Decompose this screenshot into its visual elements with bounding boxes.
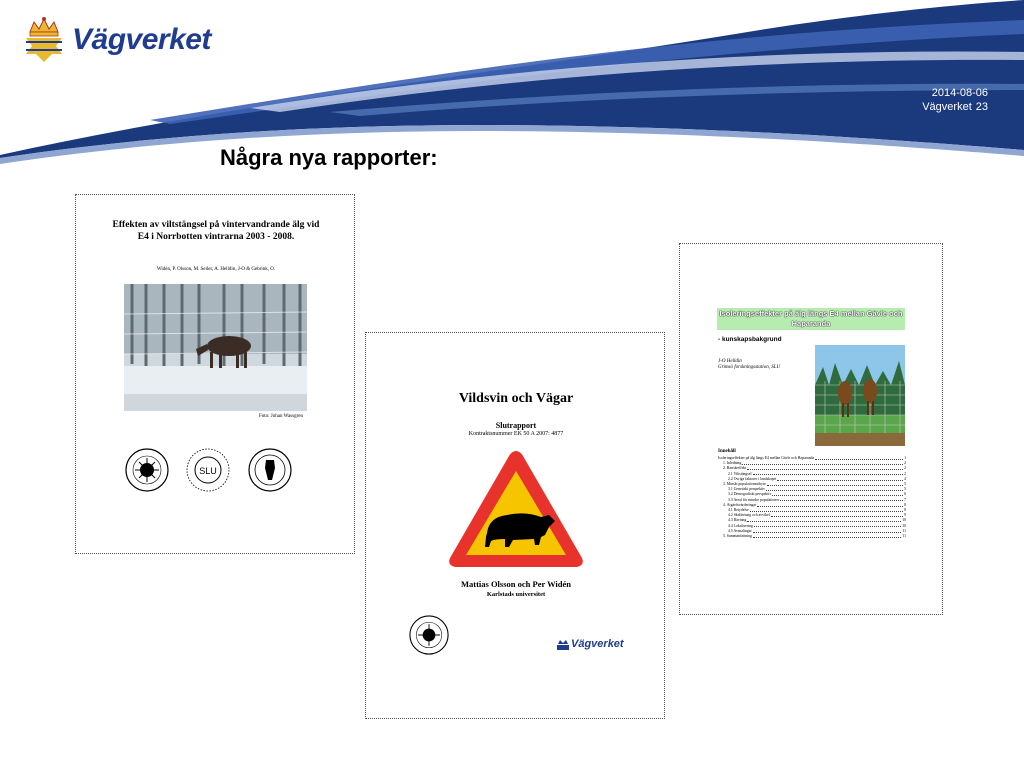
toc-entry-title: 2. Barriäreffekt (723, 466, 747, 471)
report-title: Vildsvin och Vägar (458, 391, 574, 406)
toc-entry-title: 2.2 Övriga faktorer i landskapet (728, 476, 777, 481)
slide-page-number: 23 (975, 101, 988, 113)
toc-leader (753, 472, 904, 476)
toc-entry-title: 2.1 Viltstängsel (728, 471, 752, 476)
toc-entry-page: 5 (904, 482, 906, 487)
toc-entry-page: 1 (904, 456, 906, 460)
toc-leader (815, 456, 903, 460)
toc-entry-page: 9 (904, 513, 906, 518)
photo-caption: Foto: Johan Wassgren (259, 414, 303, 419)
moose-fence-illustration (815, 345, 905, 446)
toc-leader (754, 524, 901, 528)
toc-entry-page: 10 (902, 518, 906, 523)
toc-entry-page: 11 (902, 528, 906, 533)
toc-entry-title: 3.3 Areal för mindre populationer (728, 497, 780, 502)
toc-leader (766, 487, 903, 491)
crown-emblem-icon (556, 638, 570, 652)
report-cover-isolation-effects (679, 243, 943, 615)
vagverket-logo (22, 14, 211, 66)
toc-entry-title: 4.5 Avsnalingar (728, 528, 752, 533)
hunting-association-seal-icon (248, 448, 292, 492)
wild-boar-warning-sign-icon (445, 445, 587, 573)
slide-date: 2014-08-06 (931, 87, 988, 99)
toc-entry-page: 8 (904, 508, 906, 513)
toc-entry-title: 4.2 Skallertung och avvikel (728, 513, 770, 518)
report-contract-number: Kontraktsnummer EK 50 A 2007: 4877 (468, 431, 564, 437)
report-authors: Mattias Olsson och Per Widén (460, 579, 572, 589)
toc-leader (753, 534, 901, 538)
toc-entry (718, 534, 906, 539)
toc-entry-page: 2 (904, 461, 906, 466)
toc-entry-page: 11 (902, 534, 906, 539)
svg-text:SLU: SLU (199, 466, 217, 476)
toc-entry-title: 4. Åtgärdsvärderingar (723, 502, 757, 507)
toc-entry-page: 6 (904, 492, 906, 497)
slide-footer (918, 100, 988, 114)
toc-entry-title: Isoleringseffekter på älg längs E4 mellan Gävle och Haparanda (718, 456, 815, 460)
university-seal-icon (409, 615, 449, 655)
toc-leader (777, 477, 903, 481)
slu-logo-icon (186, 448, 230, 492)
slide-meta (918, 86, 988, 114)
toc-entry-page: 7 (904, 497, 906, 502)
toc-leader (747, 518, 901, 522)
toc-entry-page: 4 (904, 476, 906, 481)
slide-title: Några nya rapporter: (220, 145, 438, 170)
toc-entry-title: 3. Minskt populationsutbyte (723, 482, 766, 487)
toc-entry-page: 10 (902, 523, 906, 528)
toc-leader (767, 482, 903, 486)
toc-leader (780, 498, 903, 502)
toc-entry-title: 4.1 Betydelse (728, 508, 749, 513)
report-institute: Grimsö forskningsstation, SLU (718, 365, 781, 370)
report-title: Isoleringseffekter på älg längs E4 mellan Gävle och Haparanda (719, 309, 903, 328)
slide-org: Vägverket (922, 101, 972, 113)
toc-leader (771, 513, 903, 517)
toc-entry-title: 4.4 Lokalisering (728, 523, 753, 528)
toc-entry-title: 3.1 Genetiskt perspektiv (728, 487, 766, 492)
logo-text: Vägverket (72, 23, 211, 56)
toc-entry-title: 3.2 Demografiskt perspektiv (728, 492, 772, 497)
toc-leader (750, 508, 903, 512)
report-author-block (718, 359, 780, 371)
toc-entry-page: 8 (904, 502, 906, 507)
crown-emblem-icon (22, 16, 66, 64)
toc-leader (742, 461, 903, 465)
toc-entry-title: 5. Sammanfattning (723, 534, 752, 539)
report-subtitle: Slutrapport (495, 421, 537, 430)
report-author: J-O Helldin (718, 359, 742, 364)
report-title: Effekten av viltstängsel på vintervandrande älg vid E4 i Norrbotten vintrarna 2003 - 2008. (112, 220, 320, 242)
report-authors: Widén, P. Olsson, M. Seiler, A. Helldin, J-O & Gebrink, O. (156, 267, 276, 272)
toc-entry-page: 2 (904, 466, 906, 471)
toc-leader (747, 466, 903, 470)
toc-entry-title: 1. Inledning (723, 461, 742, 466)
toc-leader (757, 503, 903, 507)
report-cover-wild-boar (365, 332, 665, 719)
university-seal-icon (125, 448, 169, 492)
toc-leader (772, 492, 903, 496)
report-cover-moose-fence (75, 194, 355, 554)
moose-snow-photo (124, 284, 307, 411)
toc-entry-title: 4.3 Rävtang (728, 518, 747, 523)
vagverket-logo-text: Vägverket (571, 638, 624, 650)
toc-entry-page: 5 (904, 487, 906, 492)
toc-heading: Innehåll (718, 449, 736, 454)
report-subtitle: - kunskapsbakgrund (718, 336, 782, 343)
table-of-contents (718, 456, 906, 539)
report-university: Karlstads universitet (486, 591, 546, 598)
toc-entry-page: 2 (904, 471, 906, 476)
toc-leader (753, 529, 902, 533)
